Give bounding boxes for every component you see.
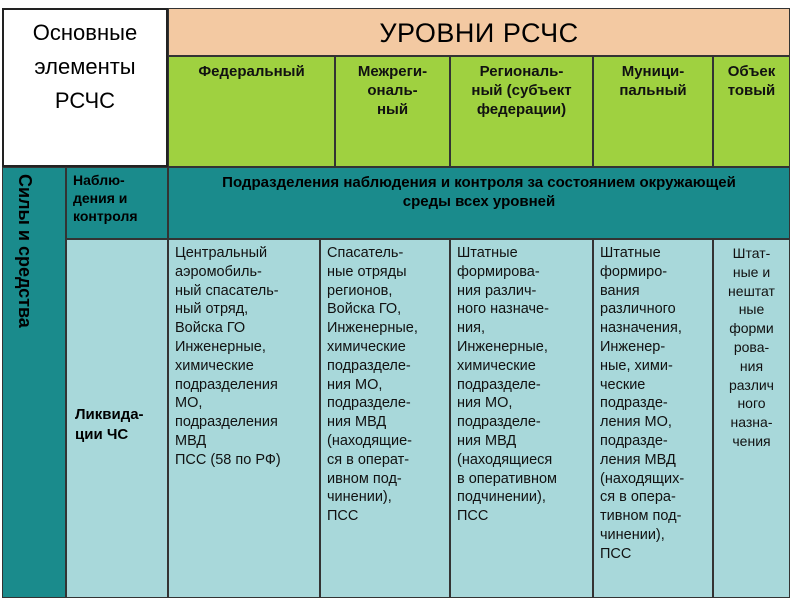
level-interregional: Межреги- ональ- ный: [335, 56, 450, 167]
level-municipal: Муници- пальный: [593, 56, 713, 167]
observation-row-text: Подразделения наблюдения и контроля за состоянием окружающей среды всех уровней: [168, 167, 790, 239]
levels-header: УРОВНИ РСЧС: [168, 8, 790, 56]
table-corner-title: Основные элементы РСЧС: [2, 8, 168, 167]
level-federal: Федеральный: [168, 56, 335, 167]
level-object: Объек товый: [713, 56, 790, 167]
liquidation-municipal: Штатные формиро- вания различного назначения, Инженер- ные, хими- ческие подразде- ления МО, подразде- ления МВД (находящих- ся в опера- тивном под- чинении), ПСС: [593, 239, 713, 598]
liquidation-federal: Центральный аэромобиль- ный спасатель- ный отряд, Войска ГО Инженерные, химические подразделения МО, подразделения МВД ПСС (58 по РФ): [168, 239, 320, 598]
level-regional: Региональ- ный (субъект федерации): [450, 56, 593, 167]
observation-row-label: Наблю- дения и контроля: [66, 167, 168, 239]
liquidation-interregional: Спасатель- ные отряды регионов, Войска ГО, Инженерные, химические подразделе- ния МО, подразделе- ния МВД (находящие- ся в операт- ивном под- чинении), ПСС: [320, 239, 450, 598]
liquidation-regional: Штатные формирова- ния различ- ного назначе- ния, Инженерные, химические подразделе- ния МО, подразделе- ния МВД (находящиеся в оперативном подчинении), ПСС: [450, 239, 593, 598]
forces-and-means-column: [2, 167, 66, 598]
forces-and-means-label: Силы и средства: [15, 174, 35, 328]
liquidation-object: Штат- ные и нештат ные форми рова- ния различ ного назна- чения: [713, 239, 790, 598]
liquidation-row-label: Ликвида- ции ЧС: [66, 239, 168, 598]
